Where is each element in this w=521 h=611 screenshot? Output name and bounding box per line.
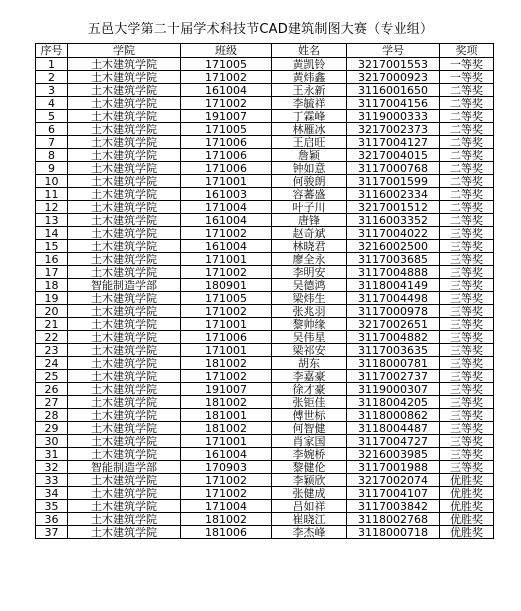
row-name: 傅世标 xyxy=(272,409,347,422)
table-row xyxy=(36,136,494,149)
row-student-id: 3117001599 xyxy=(347,175,440,188)
row-student-id: 3119000333 xyxy=(347,110,440,123)
row-name: 胡东 xyxy=(272,357,347,370)
row-award: 二等奖 xyxy=(440,175,494,188)
row-student-id: 3117004498 xyxy=(347,292,440,305)
row-college: 土木建筑学院 xyxy=(68,84,181,97)
row-class: 181006 xyxy=(181,526,272,539)
row-award: 三等奖 xyxy=(440,305,494,318)
row-class: 161004 xyxy=(181,448,272,461)
row-award: 优胜奖 xyxy=(440,500,494,513)
row-seq: 23 xyxy=(36,344,68,357)
row-college: 土木建筑学院 xyxy=(68,500,181,513)
row-college: 土木建筑学院 xyxy=(68,188,181,201)
row-seq: 14 xyxy=(36,227,68,240)
row-student-id: 3216002500 xyxy=(347,240,440,253)
row-seq: 19 xyxy=(36,292,68,305)
results-table xyxy=(35,43,494,539)
row-college: 土木建筑学院 xyxy=(68,162,181,175)
row-seq: 25 xyxy=(36,370,68,383)
table-row xyxy=(36,214,494,227)
row-class: 171002 xyxy=(181,305,272,318)
row-class: 171006 xyxy=(181,331,272,344)
row-class: 161004 xyxy=(181,84,272,97)
row-class: 171002 xyxy=(181,370,272,383)
row-name: 吕如祥 xyxy=(272,500,347,513)
header-student-id: 学号 xyxy=(347,44,440,58)
table-row xyxy=(36,149,494,162)
row-award: 一等奖 xyxy=(440,58,494,71)
row-student-id: 3117002737 xyxy=(347,370,440,383)
row-seq: 18 xyxy=(36,279,68,292)
row-name: 钟如意 xyxy=(272,162,347,175)
row-seq: 4 xyxy=(36,97,68,110)
table-row xyxy=(36,474,494,487)
row-name: 梁祁安 xyxy=(272,344,347,357)
row-award: 二等奖 xyxy=(440,123,494,136)
row-award: 三等奖 xyxy=(440,409,494,422)
row-name: 廖全永 xyxy=(272,253,347,266)
row-seq: 35 xyxy=(36,500,68,513)
row-seq: 28 xyxy=(36,409,68,422)
row-award: 三等奖 xyxy=(440,344,494,357)
table-row xyxy=(36,500,494,513)
row-student-id: 3217002373 xyxy=(347,123,440,136)
row-student-id: 3118000718 xyxy=(347,526,440,539)
row-college: 土木建筑学院 xyxy=(68,253,181,266)
row-class: 171002 xyxy=(181,487,272,500)
row-name: 林晓君 xyxy=(272,240,347,253)
row-college: 土木建筑学院 xyxy=(68,175,181,188)
row-college: 土木建筑学院 xyxy=(68,266,181,279)
row-award: 三等奖 xyxy=(440,435,494,448)
row-student-id: 3217001512 xyxy=(347,201,440,214)
row-college: 土木建筑学院 xyxy=(68,344,181,357)
row-name: 梁炜生 xyxy=(272,292,347,305)
row-student-id: 3117004107 xyxy=(347,487,440,500)
row-award: 三等奖 xyxy=(440,318,494,331)
table-row xyxy=(36,84,494,97)
table-row xyxy=(36,409,494,422)
header-college: 学院 xyxy=(68,44,181,58)
row-college: 土木建筑学院 xyxy=(68,370,181,383)
row-college: 土木建筑学院 xyxy=(68,305,181,318)
row-student-id: 3118002768 xyxy=(347,513,440,526)
row-class: 161004 xyxy=(181,240,272,253)
row-award: 优胜奖 xyxy=(440,526,494,539)
row-seq: 36 xyxy=(36,513,68,526)
row-class: 171002 xyxy=(181,266,272,279)
row-student-id: 3118004487 xyxy=(347,422,440,435)
table-row xyxy=(36,292,494,305)
row-college: 土木建筑学院 xyxy=(68,123,181,136)
row-student-id: 3117000768 xyxy=(347,162,440,175)
row-seq: 15 xyxy=(36,240,68,253)
row-college: 土木建筑学院 xyxy=(68,357,181,370)
row-seq: 21 xyxy=(36,318,68,331)
row-seq: 30 xyxy=(36,435,68,448)
row-award: 三等奖 xyxy=(440,253,494,266)
row-seq: 17 xyxy=(36,266,68,279)
row-name: 张兆羽 xyxy=(272,305,347,318)
row-award: 二等奖 xyxy=(440,110,494,123)
row-seq: 24 xyxy=(36,357,68,370)
row-award: 三等奖 xyxy=(440,383,494,396)
row-class: 171005 xyxy=(181,58,272,71)
row-name: 黎帅缘 xyxy=(272,318,347,331)
page-title: 五邑大学第二十届学术科技节CAD建筑制图大赛（专业组） xyxy=(87,22,434,37)
row-name: 李杰峰 xyxy=(272,526,347,539)
row-seq: 3 xyxy=(36,84,68,97)
row-student-id: 3117004156 xyxy=(347,97,440,110)
row-college: 土木建筑学院 xyxy=(68,71,181,84)
row-class: 181002 xyxy=(181,357,272,370)
table-row xyxy=(36,461,494,474)
row-student-id: 3217002074 xyxy=(347,474,440,487)
row-student-id: 3117004882 xyxy=(347,331,440,344)
row-seq: 7 xyxy=(36,136,68,149)
row-name: 何骏朗 xyxy=(272,175,347,188)
row-award: 三等奖 xyxy=(440,422,494,435)
row-class: 181002 xyxy=(181,422,272,435)
row-seq: 12 xyxy=(36,201,68,214)
row-name: 崔晓江 xyxy=(272,513,347,526)
row-name: 赵奇斌 xyxy=(272,227,347,240)
table-row xyxy=(36,266,494,279)
row-student-id: 3117004888 xyxy=(347,266,440,279)
row-seq: 20 xyxy=(36,305,68,318)
row-name: 黎健伦 xyxy=(272,461,347,474)
row-seq: 31 xyxy=(36,448,68,461)
row-award: 二等奖 xyxy=(440,149,494,162)
table-row xyxy=(36,279,494,292)
header-name: 姓名 xyxy=(272,44,347,58)
row-name: 叶子川 xyxy=(272,201,347,214)
row-award: 三等奖 xyxy=(440,227,494,240)
row-seq: 34 xyxy=(36,487,68,500)
row-student-id: 3117004727 xyxy=(347,435,440,448)
row-student-id: 3117003635 xyxy=(347,344,440,357)
row-college: 土木建筑学院 xyxy=(68,448,181,461)
row-student-id: 3117003685 xyxy=(347,253,440,266)
row-seq: 26 xyxy=(36,383,68,396)
table-row xyxy=(36,188,494,201)
row-name: 吴伟星 xyxy=(272,331,347,344)
row-college: 土木建筑学院 xyxy=(68,149,181,162)
row-student-id: 3118004149 xyxy=(347,279,440,292)
row-college: 土木建筑学院 xyxy=(68,227,181,240)
table-row xyxy=(36,305,494,318)
table-row xyxy=(36,435,494,448)
table-row xyxy=(36,58,494,71)
row-class: 171006 xyxy=(181,162,272,175)
row-college: 智能制造学部 xyxy=(68,461,181,474)
table-row xyxy=(36,123,494,136)
row-student-id: 3117003842 xyxy=(347,500,440,513)
table-row xyxy=(36,201,494,214)
row-college: 土木建筑学院 xyxy=(68,435,181,448)
row-award: 三等奖 xyxy=(440,357,494,370)
row-award: 二等奖 xyxy=(440,188,494,201)
row-class: 171005 xyxy=(181,123,272,136)
row-college: 土木建筑学院 xyxy=(68,201,181,214)
table-row xyxy=(36,253,494,266)
row-award: 二等奖 xyxy=(440,162,494,175)
row-college: 土木建筑学院 xyxy=(68,214,181,227)
table-row xyxy=(36,370,494,383)
row-award: 三等奖 xyxy=(440,292,494,305)
row-seq: 33 xyxy=(36,474,68,487)
row-award: 二等奖 xyxy=(440,201,494,214)
row-award: 三等奖 xyxy=(440,266,494,279)
row-name: 何智健 xyxy=(272,422,347,435)
row-award: 二等奖 xyxy=(440,84,494,97)
row-name: 黄炜鑫 xyxy=(272,71,347,84)
row-name: 王永新 xyxy=(272,84,347,97)
table-row xyxy=(36,71,494,84)
row-name: 容蕃盛 xyxy=(272,188,347,201)
row-college: 土木建筑学院 xyxy=(68,318,181,331)
table-row xyxy=(36,240,494,253)
header-seq: 序号 xyxy=(36,44,68,58)
row-seq: 37 xyxy=(36,526,68,539)
row-student-id: 3117000978 xyxy=(347,305,440,318)
row-class: 191007 xyxy=(181,383,272,396)
table-row xyxy=(36,162,494,175)
row-seq: 29 xyxy=(36,422,68,435)
row-award: 三等奖 xyxy=(440,370,494,383)
row-award: 二等奖 xyxy=(440,97,494,110)
row-seq: 16 xyxy=(36,253,68,266)
header-row xyxy=(36,44,494,58)
header-award: 奖项 xyxy=(440,44,494,58)
row-student-id: 3118000781 xyxy=(347,357,440,370)
row-seq: 11 xyxy=(36,188,68,201)
row-class: 171005 xyxy=(181,292,272,305)
row-college: 土木建筑学院 xyxy=(68,383,181,396)
row-name: 李毓祥 xyxy=(272,97,347,110)
row-student-id: 3119000307 xyxy=(347,383,440,396)
row-class: 171006 xyxy=(181,149,272,162)
table-row xyxy=(36,357,494,370)
row-class: 171002 xyxy=(181,227,272,240)
table-row xyxy=(36,422,494,435)
row-seq: 8 xyxy=(36,149,68,162)
row-student-id: 3118000862 xyxy=(347,409,440,422)
row-class: 171002 xyxy=(181,71,272,84)
row-award: 三等奖 xyxy=(440,448,494,461)
row-college: 土木建筑学院 xyxy=(68,513,181,526)
row-college: 土木建筑学院 xyxy=(68,331,181,344)
row-seq: 9 xyxy=(36,162,68,175)
row-name: 肖家国 xyxy=(272,435,347,448)
table-row xyxy=(36,97,494,110)
row-student-id: 3217002651 xyxy=(347,318,440,331)
row-student-id: 3217000923 xyxy=(347,71,440,84)
row-class: 161004 xyxy=(181,214,272,227)
row-class: 170903 xyxy=(181,461,272,474)
row-student-id: 3118004205 xyxy=(347,396,440,409)
row-name: 吴德鸿 xyxy=(272,279,347,292)
row-award: 三等奖 xyxy=(440,331,494,344)
row-class: 171004 xyxy=(181,201,272,214)
row-name: 林雁冰 xyxy=(272,123,347,136)
row-college: 土木建筑学院 xyxy=(68,58,181,71)
row-college: 土木建筑学院 xyxy=(68,409,181,422)
table-row xyxy=(36,396,494,409)
row-name: 王启旺 xyxy=(272,136,347,149)
row-college: 土木建筑学院 xyxy=(68,97,181,110)
row-class: 171002 xyxy=(181,97,272,110)
row-name: 詹颖 xyxy=(272,149,347,162)
row-name: 张健成 xyxy=(272,487,347,500)
row-award: 三等奖 xyxy=(440,279,494,292)
row-seq: 27 xyxy=(36,396,68,409)
row-student-id: 3116001650 xyxy=(347,84,440,97)
row-class: 191007 xyxy=(181,110,272,123)
table-body xyxy=(36,58,494,539)
row-student-id: 3117001988 xyxy=(347,461,440,474)
row-class: 171006 xyxy=(181,136,272,149)
row-name: 李颖欣 xyxy=(272,474,347,487)
row-class: 181002 xyxy=(181,513,272,526)
row-college: 土木建筑学院 xyxy=(68,110,181,123)
table-row xyxy=(36,513,494,526)
row-award: 二等奖 xyxy=(440,214,494,227)
table-row xyxy=(36,331,494,344)
row-class: 171001 xyxy=(181,344,272,357)
row-college: 智能制造学部 xyxy=(68,279,181,292)
row-class: 171001 xyxy=(181,253,272,266)
row-student-id: 3117004127 xyxy=(347,136,440,149)
row-name: 张钜佳 xyxy=(272,396,347,409)
row-name: 李婉桥 xyxy=(272,448,347,461)
row-class: 161003 xyxy=(181,188,272,201)
row-seq: 1 xyxy=(36,58,68,71)
row-college: 土木建筑学院 xyxy=(68,136,181,149)
row-award: 三等奖 xyxy=(440,240,494,253)
row-name: 李嘉豪 xyxy=(272,370,347,383)
row-class: 171001 xyxy=(181,435,272,448)
row-college: 土木建筑学院 xyxy=(68,487,181,500)
row-seq: 10 xyxy=(36,175,68,188)
row-name: 李明安 xyxy=(272,266,347,279)
row-college: 土木建筑学院 xyxy=(68,240,181,253)
header-class: 班级 xyxy=(181,44,272,58)
table-row xyxy=(36,318,494,331)
table-row xyxy=(36,487,494,500)
row-award: 一等奖 xyxy=(440,71,494,84)
row-class: 171001 xyxy=(181,318,272,331)
row-award: 优胜奖 xyxy=(440,513,494,526)
row-class: 171001 xyxy=(181,175,272,188)
row-student-id: 3217004015 xyxy=(347,149,440,162)
row-college: 土木建筑学院 xyxy=(68,292,181,305)
row-seq: 13 xyxy=(36,214,68,227)
table-row xyxy=(36,383,494,396)
row-award: 优胜奖 xyxy=(440,474,494,487)
row-award: 优胜奖 xyxy=(440,487,494,500)
row-seq: 22 xyxy=(36,331,68,344)
row-student-id: 3117004022 xyxy=(347,227,440,240)
table-row xyxy=(36,175,494,188)
row-student-id: 3116002334 xyxy=(347,188,440,201)
row-name: 唐锋 xyxy=(272,214,347,227)
row-award: 三等奖 xyxy=(440,461,494,474)
table-row xyxy=(36,227,494,240)
row-class: 181002 xyxy=(181,396,272,409)
row-college: 土木建筑学院 xyxy=(68,526,181,539)
row-seq: 5 xyxy=(36,110,68,123)
row-seq: 6 xyxy=(36,123,68,136)
row-college: 土木建筑学院 xyxy=(68,474,181,487)
row-class: 180901 xyxy=(181,279,272,292)
row-seq: 2 xyxy=(36,71,68,84)
table-row xyxy=(36,110,494,123)
row-student-id: 3116003352 xyxy=(347,214,440,227)
row-name: 丁霖峰 xyxy=(272,110,347,123)
row-class: 181001 xyxy=(181,409,272,422)
row-class: 171004 xyxy=(181,500,272,513)
row-seq: 32 xyxy=(36,461,68,474)
row-college: 土木建筑学院 xyxy=(68,396,181,409)
row-award: 三等奖 xyxy=(440,396,494,409)
row-award: 二等奖 xyxy=(440,136,494,149)
table-row xyxy=(36,526,494,539)
row-name: 徐才豪 xyxy=(272,383,347,396)
row-class: 171002 xyxy=(181,474,272,487)
table-row xyxy=(36,344,494,357)
row-student-id: 3216003985 xyxy=(347,448,440,461)
table-row xyxy=(36,448,494,461)
row-college: 土木建筑学院 xyxy=(68,422,181,435)
row-student-id: 3217001553 xyxy=(347,58,440,71)
row-name: 黄凯铃 xyxy=(272,58,347,71)
